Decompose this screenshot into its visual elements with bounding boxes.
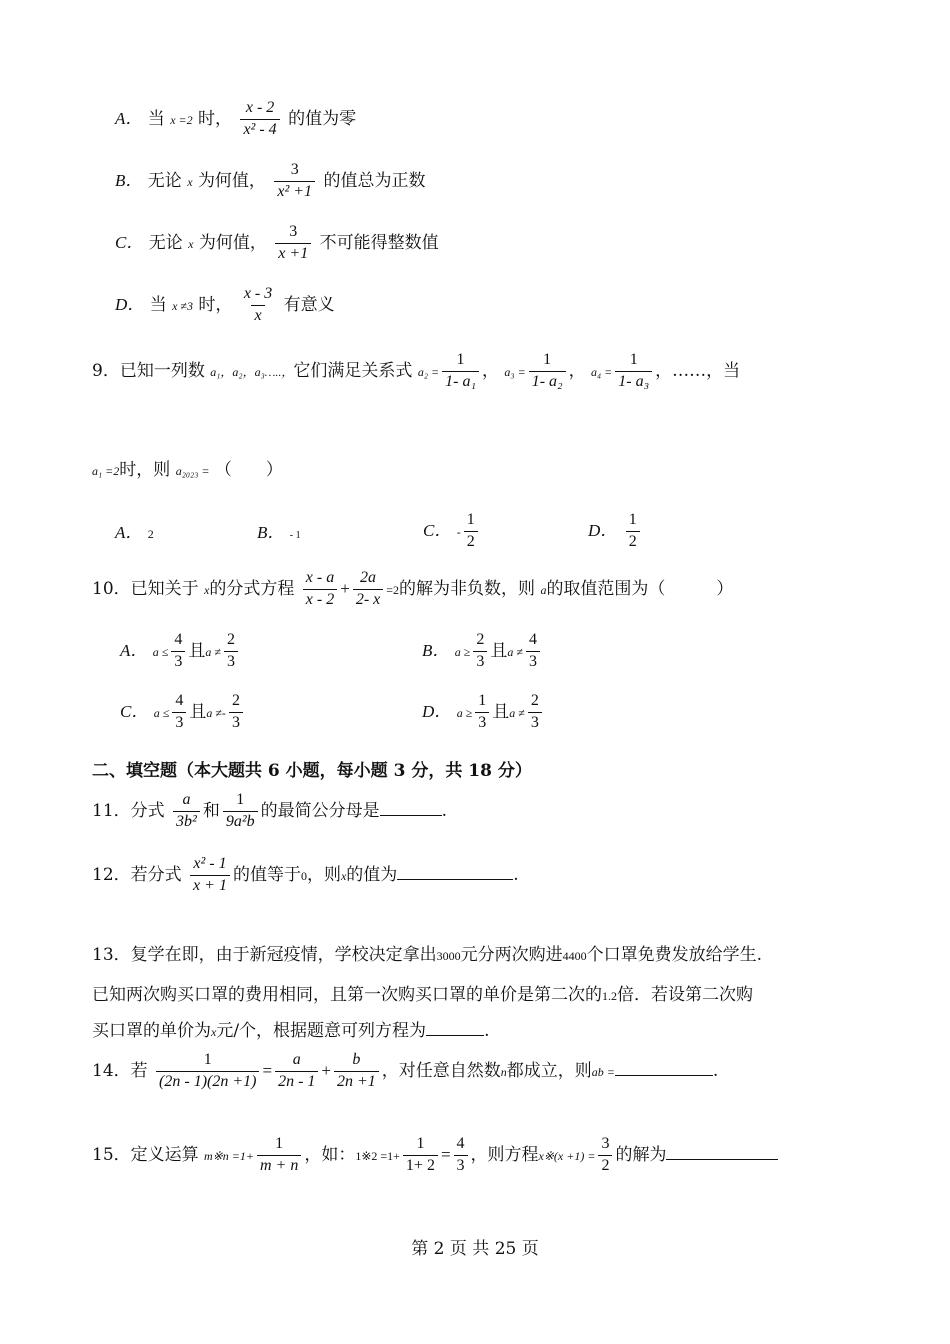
text: 已知关于 xyxy=(130,578,199,599)
text: 已知一列数 xyxy=(119,360,205,381)
text: 若分式 xyxy=(130,864,182,885)
text: 若 xyxy=(130,1060,148,1081)
text: 的值为 xyxy=(346,864,398,885)
sign: - xyxy=(456,524,461,539)
option-label: B． xyxy=(115,170,143,190)
operator: + xyxy=(321,1060,331,1080)
text: 且 xyxy=(189,701,207,722)
option-label: A． xyxy=(120,640,148,660)
text: 的解为 xyxy=(615,1144,667,1165)
variable: a xyxy=(540,582,547,597)
equals: = xyxy=(262,1060,273,1080)
q8-option-a xyxy=(115,100,356,139)
fraction: $\frac{1}{(2n - 1)(2n +1)}$ xyxy=(156,1052,259,1091)
text: . xyxy=(484,1021,490,1041)
text: 且 xyxy=(492,701,510,722)
fraction: $\frac{a}{2n - 1}$ xyxy=(275,1052,318,1091)
text: 的值为零 xyxy=(288,108,357,129)
answer-blank[interactable] xyxy=(426,1019,484,1036)
q10-option-c xyxy=(120,693,246,732)
equals: =2 xyxy=(386,582,400,597)
option-label: A． xyxy=(115,108,143,128)
fraction: $\frac{1}{\text{1- a₃}}$ xyxy=(615,352,652,391)
question-number: 15． xyxy=(92,1144,131,1165)
q10-option-d xyxy=(422,693,545,732)
fraction: $\frac{3}{\text{x² +1}}$ xyxy=(274,162,315,201)
q11 xyxy=(92,792,447,831)
sequence: a₁，a₂，a₃…..， xyxy=(210,364,294,379)
value: 4400 xyxy=(562,949,587,963)
text: ，……，当 xyxy=(655,360,741,381)
equals: = xyxy=(440,1144,451,1164)
operator: + xyxy=(340,578,350,598)
fraction: $\frac{2a}{2- x}$ xyxy=(353,570,383,609)
option-value: 2 xyxy=(147,527,154,541)
option-label: B． xyxy=(257,523,285,542)
text: 定义运算 xyxy=(130,1144,199,1165)
relation-lhs: a₂ = xyxy=(417,364,440,379)
text: 都成立，则 xyxy=(506,1060,592,1081)
text: 有意义 xyxy=(283,294,335,315)
q13-line3 xyxy=(92,1016,489,1041)
text: 个口罩免费发放给学生. xyxy=(586,945,763,965)
option-label: D． xyxy=(588,520,618,540)
option-label: B． xyxy=(422,640,450,660)
text: 当 xyxy=(147,108,165,129)
q10-option-b xyxy=(422,632,543,671)
variable: n xyxy=(500,1064,507,1079)
text: 的最简公分母是 xyxy=(260,800,380,821)
fraction: $\frac{2}{3}$ xyxy=(229,693,243,732)
fraction: $\frac{4}{3}$ xyxy=(526,632,540,671)
condition: x ≠3 xyxy=(172,298,194,313)
variable: x xyxy=(340,868,347,883)
q9-option-c xyxy=(423,512,481,551)
text: 且 xyxy=(490,640,508,661)
definition: m※n =1+ xyxy=(204,1148,254,1163)
answer-blank[interactable] xyxy=(666,1143,778,1160)
answer-paren: （ ） xyxy=(214,460,283,480)
text: 它们满足关系式 xyxy=(293,360,413,381)
question-number: 14． xyxy=(92,1060,131,1081)
fraction: $\frac{1}{1+ 2}$ xyxy=(403,1136,438,1175)
variable: x xyxy=(204,582,210,597)
page-footer: 第 2 页 共 25 页 xyxy=(411,1239,539,1259)
question-number: 11． xyxy=(92,800,131,821)
text: 为何值， xyxy=(198,232,267,253)
q9-condition xyxy=(92,455,283,480)
fraction: $\frac{1}{3}$ xyxy=(475,693,489,732)
text: . xyxy=(712,1060,719,1081)
fraction: $\frac{x - a}{x - 2}$ xyxy=(303,570,337,609)
text: 的值总为正数 xyxy=(323,170,426,191)
q8-option-c xyxy=(115,224,439,263)
fraction: $\frac{b}{2n +1}$ xyxy=(334,1052,379,1091)
fraction: $\frac{2}{3}$ xyxy=(473,632,487,671)
q9-option-d xyxy=(588,512,643,551)
fraction: $\frac{a}{\text{3b²}}$ xyxy=(173,792,200,831)
fraction: $\frac{4}{3}$ xyxy=(172,693,186,732)
question-number: 9． xyxy=(92,360,120,381)
fraction: $\frac{1}{\text{9a²b}}$ xyxy=(223,792,258,831)
target: a₂₀₂₃ = xyxy=(175,464,210,478)
question-number: 12． xyxy=(92,864,131,885)
text: 不可能得整数值 xyxy=(319,232,439,253)
text: 倍．若设第二次购 xyxy=(617,985,753,1005)
fraction: $\frac{2}{3}$ xyxy=(528,693,542,732)
text: . xyxy=(441,800,448,821)
q8-option-d xyxy=(115,286,335,325)
section-heading: 二、填空题（本大题共 6 小题，每小题 3 分，共 18 分） xyxy=(92,761,532,781)
answer-blank[interactable] xyxy=(380,799,442,816)
inequality: a ≤ xyxy=(153,705,170,720)
text: 的分式方程 xyxy=(209,578,295,599)
fraction: $\frac{3}{x +1}$ xyxy=(275,224,311,263)
variable: x xyxy=(211,1025,217,1039)
option-label: C． xyxy=(120,701,149,721)
inequality: a ≠- xyxy=(206,705,226,720)
text: ，则 xyxy=(306,864,341,885)
fraction: $\frac{x - 2}{\text{x² - 4}}$ xyxy=(240,100,279,139)
inequality: a ≠ xyxy=(507,644,523,659)
text: 和 xyxy=(202,800,220,821)
text: 当 xyxy=(149,294,167,315)
text: 时，则 xyxy=(119,460,171,480)
variable: x xyxy=(187,174,193,189)
fraction: $\frac{1}{2}$ xyxy=(464,512,478,551)
text: 的取值范围为（ ） xyxy=(546,578,734,599)
condition: a₁ =2 xyxy=(92,464,120,478)
question-number: 10． xyxy=(92,578,131,599)
expression: ab = xyxy=(591,1064,615,1079)
text: ，如： xyxy=(304,1144,356,1165)
text: 的解为非负数，则 xyxy=(399,578,536,599)
text: 且 xyxy=(188,640,206,661)
fraction: $\frac{1}{\text{1- a₁}}$ xyxy=(442,352,479,391)
answer-blank[interactable] xyxy=(397,863,513,880)
text: 无论 xyxy=(147,170,182,191)
q8-option-b xyxy=(115,162,425,201)
q9-stem: 9．已知一列数 a₁，a₂，a₃…..，它们满足关系式 a₂ = $\frac{1}{\text{1- a₁}}$ ， a₃ = $\frac{1}{\text{1- a₂}}$ ， a₄ = $\frac{1}{\text{1- a₃}}$ ，……，当 xyxy=(92,351,741,390)
fraction: $\frac{4}{3}$ xyxy=(454,1136,468,1175)
q9-option-b xyxy=(257,518,301,543)
fraction: $\frac{x - 3}{x}$ xyxy=(243,285,273,324)
text: 已知两次购买口罩的费用相同，且第一次购买口罩的单价是第二次的 xyxy=(92,985,602,1005)
text: ，对任意自然数 xyxy=(381,1060,501,1081)
q14 xyxy=(92,1052,718,1091)
text: 为何值， xyxy=(197,170,266,191)
example: 1※2 =1+ xyxy=(355,1148,400,1163)
text: 无论 xyxy=(148,232,183,253)
text: 时， xyxy=(198,108,233,129)
condition: x =2 xyxy=(170,112,193,127)
text: 复学在即，由于新冠疫情，学校决定拿出 xyxy=(130,945,437,965)
fraction: $\frac{2}{3}$ xyxy=(224,632,238,671)
text: 分式 xyxy=(130,800,165,821)
q10-stem xyxy=(92,570,733,609)
question-number: 13． xyxy=(92,945,131,965)
variable: x xyxy=(188,236,194,251)
value: 1.2 xyxy=(602,989,617,1003)
q15 xyxy=(92,1136,778,1175)
fraction: $\frac{4}{3}$ xyxy=(171,632,185,671)
option-label: A． xyxy=(115,523,143,542)
text: ，则方程 xyxy=(470,1144,539,1165)
value: 3000 xyxy=(436,949,461,963)
text: 元/个，根据题意可列方程为 xyxy=(216,1021,427,1041)
fraction: $\frac{\text{x² - 1}}{x + 1}$ xyxy=(190,856,230,895)
text: 时， xyxy=(198,294,233,315)
q10-option-a xyxy=(120,632,241,671)
equation: x※(x +1) = xyxy=(538,1148,596,1163)
inequality: a ≥ xyxy=(456,705,473,720)
text: 买口罩的单价为 xyxy=(92,1021,211,1041)
option-value: - 1 xyxy=(289,530,301,541)
fraction: $\frac{1}{m + n}$ xyxy=(257,1136,301,1175)
relation-lhs: a₃ = xyxy=(504,364,526,379)
fraction: $\frac{3}{2}$ xyxy=(598,1136,612,1175)
relation-lhs: a₄ = xyxy=(590,364,613,379)
fraction: $\frac{1}{2}$ xyxy=(626,512,640,551)
inequality: a ≤ xyxy=(152,644,169,659)
option-label: D． xyxy=(422,701,452,721)
fraction: $\frac{1}{\text{1- a₂}}$ xyxy=(529,352,566,391)
option-label: C． xyxy=(423,520,452,540)
q13-line2 xyxy=(92,980,753,1005)
inequality: a ≠ xyxy=(205,644,221,659)
inequality: a ≥ xyxy=(454,644,471,659)
answer-blank[interactable] xyxy=(615,1059,713,1076)
text: . xyxy=(513,864,519,885)
option-label: C． xyxy=(115,232,144,252)
q12 xyxy=(92,856,519,895)
q13-line1 xyxy=(92,940,762,965)
value: 0 xyxy=(300,868,307,883)
q9-option-a xyxy=(115,518,154,543)
option-label: D． xyxy=(115,294,145,314)
text: 元分两次购进 xyxy=(460,945,563,965)
inequality: a ≠ xyxy=(509,705,525,720)
text: 的值等于 xyxy=(232,864,301,885)
